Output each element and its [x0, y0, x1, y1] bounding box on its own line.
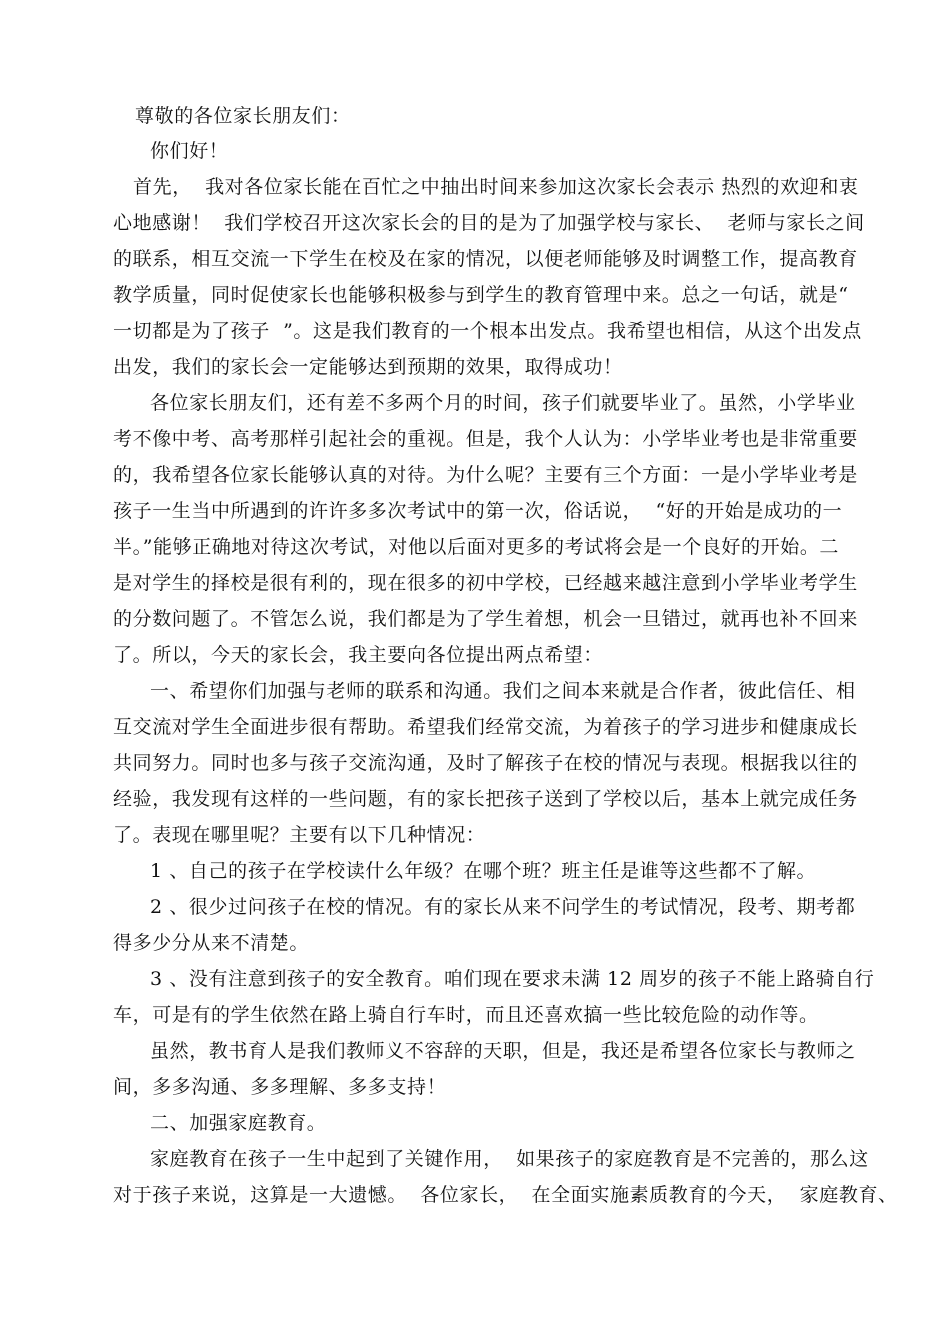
paragraph-3-line-1: 虽然，教书育人是我们教师义不容辞的天职，但是，我还是希望各位家长与教师之: [150, 1040, 856, 1062]
paragraph-4-line-1: 家庭教育在孩子一生中起到了关键作用， 如果孩子的家庭教育是不完善的，那么这: [150, 1148, 869, 1170]
paragraph-2-line-1: 各位家长朋友们，还有差不多两个月的时间，孩子们就要毕业了。虽然，小学毕业: [150, 392, 856, 414]
paragraph-3-line-2: 间，多多沟通、多多理解、多多支持！: [113, 1076, 447, 1098]
section-1-line-4: 经验，我发现有这样的一些问题，有的家长把孩子送到了学校以后，基本上就完成任务: [113, 788, 858, 810]
list-item-2-line-2: 得多少分从来不清楚。: [113, 932, 310, 954]
paragraph-2-line-7: 的分数问题了。不管怎么说，我们都是为了学生着想，机会一旦错过，就再也补不回来: [113, 608, 858, 630]
paragraph-2-line-8: 了。所以，今天的家长会，我主要向各位提出两点希望：: [113, 644, 604, 666]
paragraph-2-line-4: 孩子一生当中所遇到的许许多多次考试中的第一次，俗话说， “好的开始是成功的一: [113, 500, 843, 522]
list-item-2-line-1: 2 、很少过问孩子在校的情况。有的家长从来不问学生的考试情况，段考、期考都: [150, 896, 856, 918]
salutation: 尊敬的各位家长朋友们：: [135, 105, 351, 127]
section-1-line-2: 互交流对学生全面进步很有帮助。希望我们经常交流，为着孩子的学习进步和健康成长: [113, 716, 858, 738]
paragraph-4-line-2: 对于孩子来说，这算是一大遗憾。 各位家长， 在全面实施素质教育的今天， 家庭教育、: [113, 1184, 898, 1206]
section-1-line-1: 一、希望你们加强与老师的联系和沟通。我们之间本来就是合作者，彼此信任、相: [150, 680, 856, 702]
list-item-3-line-2: 车，可是有的学生依然在路上骑自行车时，而且还喜欢搞一些比较危险的动作等。: [113, 1004, 819, 1026]
paragraph-2-line-5: 半。”能够正确地对待这次考试，对他以后面对更多的考试将会是一个良好的开始。二: [113, 536, 840, 558]
paragraph-1-line-1: 首先， 我对各位家长能在百忙之中抽出时间来参加这次家长会表示 热烈的欢迎和衷: [133, 176, 859, 198]
paragraph-1-line-2: 心地感谢！ 我们学校召开这次家长会的目的是为了加强学校与家长、 老师与家长之间: [113, 212, 865, 234]
greeting: 你们好！: [150, 140, 229, 162]
paragraph-1-line-6: 出发，我们的家长会一定能够达到预期的效果，取得成功！: [113, 356, 623, 378]
paragraph-2-line-3: 的，我希望各位家长能够认真的对待。为什么呢？主要有三个方面：一是小学毕业考是: [113, 464, 858, 486]
paragraph-1-line-4: 教学质量，同时促使家长也能够积极参与到学生的教育管理中来。总之一句话，就是“: [113, 284, 849, 306]
paragraph-1-line-5: 一切都是为了孩子 ”。这是我们教育的一个根本出发点。我希望也相信，从这个出发点: [113, 320, 862, 342]
list-item-3-line-1: 3 、没有注意到孩子的安全教育。咱们现在要求未满 12 周岁的孩子不能上路骑自行: [150, 968, 875, 990]
paragraph-1-line-3: 的联系，相互交流一下学生在校及在家的情况，以便老师能够及时调整工作，提高教育: [113, 248, 858, 270]
section-2-heading: 二、加强家庭教育。: [150, 1112, 327, 1134]
section-1-line-3: 共同努力。同时也多与孩子交流沟通，及时了解孩子在校的情况与表现。根据我以往的: [113, 752, 858, 774]
paragraph-2-line-2: 考不像中考、高考那样引起社会的重视。但是，我个人认为：小学毕业考也是非常重要: [113, 428, 858, 450]
list-item-1: 1 、自己的孩子在学校读什么年级？在哪个班？班主任是谁等这些都不了解。: [150, 860, 817, 882]
section-1-line-5: 了。表现在哪里呢？主要有以下几种情况：: [113, 824, 486, 846]
paragraph-2-line-6: 是对学生的择校是很有利的，现在很多的初中学校，已经越来越注意到小学毕业考学生: [113, 572, 858, 594]
